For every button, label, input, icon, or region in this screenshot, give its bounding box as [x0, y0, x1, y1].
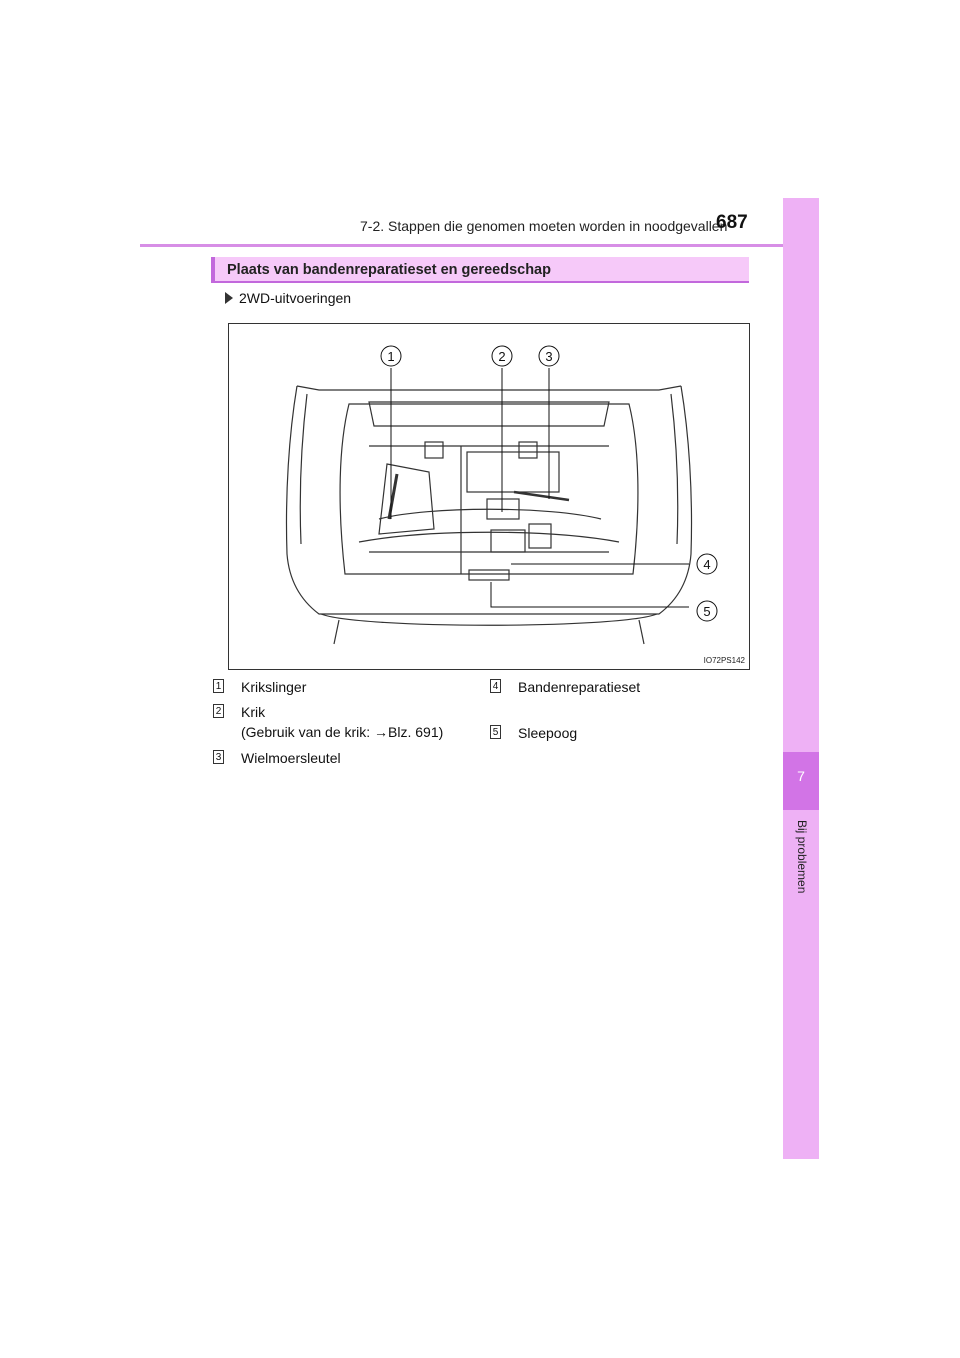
trunk-drawing	[229, 324, 749, 669]
chapter-number: 7	[797, 768, 805, 784]
legend-number: 1	[213, 679, 224, 693]
legend-text: Krikslinger	[241, 679, 307, 695]
legend-text: Krik	[241, 704, 266, 720]
chapter-title-text: Bij problemen	[795, 820, 809, 894]
running-header: 7-2. Stappen die genomen moeten worden in noodgevallen	[360, 218, 728, 234]
variant-label: 2WD-uitvoeringen	[239, 290, 352, 306]
legend-text: Sleepoog	[518, 725, 578, 741]
section-heading-text: Plaats van bandenreparatieset en gereedschap	[227, 262, 551, 278]
callout-2: 2	[498, 349, 506, 364]
callout-5: 5	[703, 604, 711, 619]
legend-text: Bandenreparatieset	[518, 679, 641, 695]
figure-code: IO72PS142	[703, 656, 745, 665]
section-heading	[211, 257, 749, 283]
callout-3: 3	[545, 349, 553, 364]
legend-number: 4	[490, 679, 501, 693]
chapter-title	[775, 820, 827, 960]
legend-text: Wielmoersleutel	[241, 750, 341, 766]
header-divider	[140, 244, 817, 247]
arrow-bullet-icon	[225, 292, 233, 304]
callout-1: 1	[387, 349, 395, 364]
legend-number: 2	[213, 704, 224, 718]
callout-4: 4	[703, 557, 711, 572]
legend-number: 5	[490, 725, 501, 739]
trunk-illustration	[228, 323, 750, 670]
legend-text-2: (Gebruik van de krik: →Blz. 691)	[241, 724, 444, 740]
variant-line	[225, 290, 351, 306]
page-number: 687	[716, 212, 748, 233]
legend-number: 3	[213, 750, 224, 764]
chapter-side-tab	[783, 198, 819, 1159]
